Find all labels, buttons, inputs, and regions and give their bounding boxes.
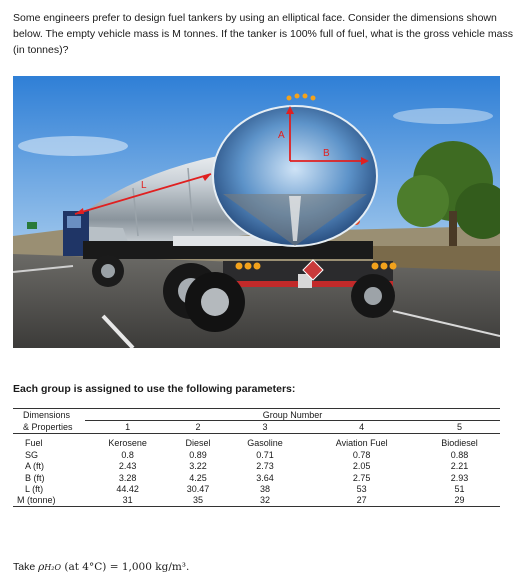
table-cell: 44.42 <box>116 484 139 495</box>
group-number: 1 <box>85 421 170 433</box>
table-cell: 53 <box>356 484 367 495</box>
table-cell: Diesel <box>185 438 211 449</box>
header-dimensions: Dimensions <box>13 409 85 421</box>
assignment-heading: Each group is assigned to use the following parameters: <box>13 383 296 395</box>
table-cell: 30.47 <box>186 484 210 495</box>
table-row <box>13 449 500 460</box>
group-number: 4 <box>304 421 419 433</box>
table-cell: 32 <box>226 495 305 507</box>
table-cell: Gasoline <box>247 438 283 449</box>
question-text: Some engineers prefer to design fuel tankers by using an elliptical face. Consider the dimensions shown below. The empty vehicle mass is M tonnes. If the tanker is 100% full of fuel, what is the gross vehicle mass (in tonnes)? <box>13 12 513 56</box>
row-label: M (tonne) <box>13 495 85 507</box>
group-number: 2 <box>170 421 225 433</box>
density-note <box>13 561 189 573</box>
parameters-table <box>13 408 500 507</box>
header-properties: & Properties <box>13 421 85 433</box>
table-cell: 31 <box>85 495 170 507</box>
table-cell: Kerosene <box>108 438 147 449</box>
table-cell: 2.05 <box>352 461 371 472</box>
table-cell: 0.89 <box>189 449 207 460</box>
table-cell: 2.75 <box>352 472 371 483</box>
table-cell: 38 <box>259 484 270 495</box>
table-cell: Biodiesel <box>441 438 478 449</box>
label-l: L <box>141 180 147 191</box>
table-cell: Aviation Fuel <box>335 438 388 449</box>
table-row <box>13 461 500 472</box>
rho-symbol: ρ <box>38 561 45 573</box>
table-cell: 29 <box>419 495 500 507</box>
group-number: 5 <box>419 421 500 433</box>
group-number: 3 <box>226 421 305 433</box>
table-header-row-1 <box>13 409 500 421</box>
table-cell: 0.71 <box>256 449 274 460</box>
table-cell: 2.43 <box>118 461 137 472</box>
density-value: (at 4°C) = 1,000 kg/m³. <box>61 561 190 573</box>
table-cell: 3.28 <box>118 472 137 483</box>
header-group-number: Group Number <box>85 409 500 421</box>
table-cell: 2.93 <box>450 472 469 483</box>
row-label: Fuel <box>25 438 43 449</box>
table-cell: 3.22 <box>189 461 207 472</box>
label-a: A <box>278 130 285 141</box>
row-label: L (ft) <box>25 484 44 495</box>
table-row <box>13 433 500 449</box>
table-row <box>13 483 500 494</box>
table-cell: 51 <box>454 484 465 495</box>
table-header-row-2 <box>13 421 500 433</box>
density-note-prefix: Take <box>13 561 39 573</box>
table-cell: 35 <box>170 495 225 507</box>
table-cell: 27 <box>304 495 419 507</box>
table-row <box>13 472 500 483</box>
table-cell: 2.73 <box>256 461 274 472</box>
table-cell: 0.8 <box>121 449 134 460</box>
row-label: SG <box>25 449 39 460</box>
row-label: A (ft) <box>25 461 45 472</box>
table-cell: 3.64 <box>256 472 274 483</box>
row-label: B (ft) <box>25 472 45 483</box>
tanker-photo <box>13 76 500 348</box>
table-cell: 4.25 <box>189 472 207 483</box>
label-b: B <box>323 148 330 159</box>
table-cell: 0.88 <box>450 449 469 460</box>
table-row <box>13 495 500 507</box>
rho-subscript: H₂O <box>44 563 62 572</box>
table-cell: 0.78 <box>352 449 371 460</box>
table-cell: 2.21 <box>450 461 469 472</box>
